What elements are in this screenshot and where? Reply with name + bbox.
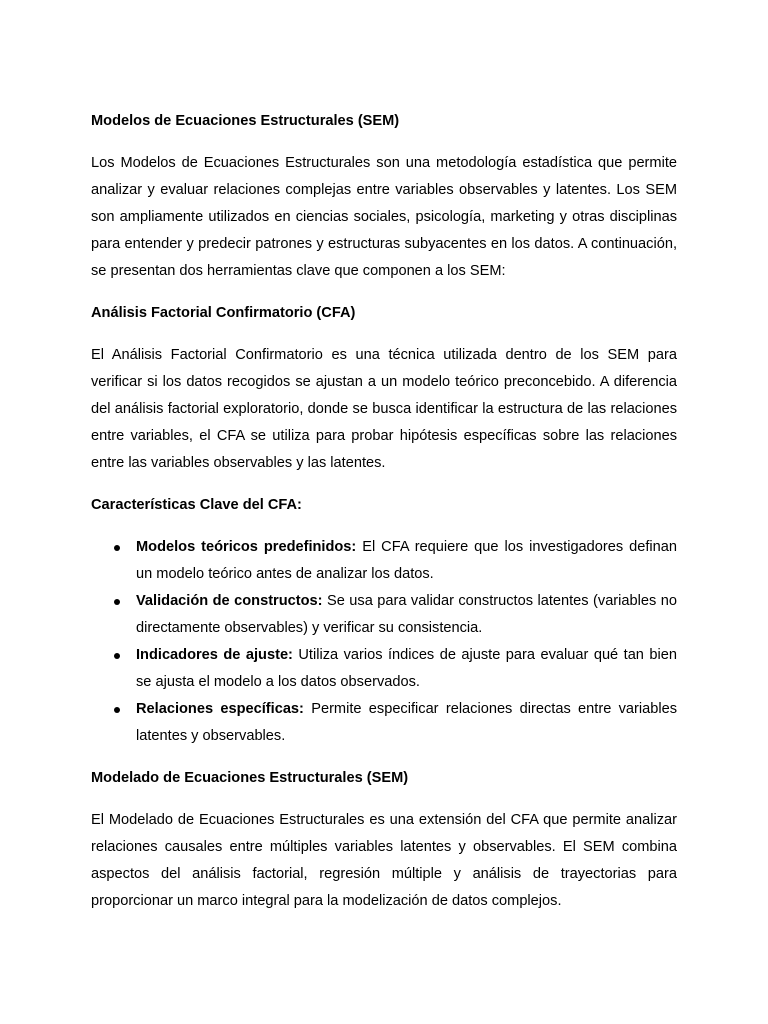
spacer xyxy=(91,750,677,765)
spacer xyxy=(91,792,677,807)
bullet-icon xyxy=(114,707,120,713)
list-item xyxy=(91,696,677,750)
list-item xyxy=(91,534,677,588)
feature-term: Relaciones específicas: xyxy=(136,701,304,717)
spacer xyxy=(91,327,677,342)
bullet-icon xyxy=(114,545,120,551)
bullet-icon xyxy=(114,653,120,659)
feature-term: Modelos teóricos predefinidos: xyxy=(136,539,357,555)
spacer xyxy=(91,477,677,492)
sem-heading: Modelado de Ecuaciones Estructurales (SEM) xyxy=(91,770,409,786)
spacer xyxy=(91,135,677,150)
feature-description: Permite especificar relaciones directas entre variables latentes y observables. xyxy=(136,701,678,744)
feature-description: El CFA requiere que los investigadores definan un modelo teórico antes de analizar los datos. xyxy=(136,539,678,582)
feature-description: Se usa para validar constructos latentes (variables no directamente observables) y verificar su consistencia. xyxy=(136,593,677,636)
sem-paragraph: El Modelado de Ecuaciones Estructurales es una extensión del CFA que permite analizar relaciones causales entre múltiples variables latentes y observables. El SEM combina aspectos del análisis factorial, regresión múltiple y análisis de trayectorias para proporcionar un marco integral para la modelización de datos complejos. xyxy=(91,812,677,909)
features-heading: Características Clave del CFA: xyxy=(91,497,302,513)
bullet-icon xyxy=(114,599,120,605)
spacer xyxy=(91,519,677,534)
features-list xyxy=(91,534,677,750)
list-item xyxy=(91,642,677,696)
spacer xyxy=(91,285,677,300)
list-item xyxy=(91,588,677,642)
feature-term: Indicadores de ajuste: xyxy=(136,647,293,663)
document-title: Modelos de Ecuaciones Estructurales (SEM) xyxy=(91,113,400,129)
cfa-heading: Análisis Factorial Confirmatorio (CFA) xyxy=(91,305,356,321)
intro-paragraph: Los Modelos de Ecuaciones Estructurales son una metodología estadística que permite analizar y evaluar relaciones complejas entre variables observables y latentes. Los SEM son ampliamente utilizados en ciencias sociales, psicología, marketing y otras disciplinas para entender y predecir patrones y estructuras subyacentes en los datos. A continuación, se presentan dos herramientas clave que componen a los SEM: xyxy=(91,155,677,279)
feature-term: Validación de constructos: xyxy=(136,593,323,609)
feature-description: Utiliza varios índices de ajuste para evaluar qué tan bien se ajusta el modelo a los datos observados. xyxy=(136,647,677,690)
cfa-paragraph: El Análisis Factorial Confirmatorio es una técnica utilizada dentro de los SEM para verificar si los datos recogidos se ajustan a un modelo teórico preconcebido. A diferencia del análisis factorial exploratorio, donde se busca identificar la estructura de las relaciones entre variables, el CFA se utiliza para probar hipótesis específicas sobre las relaciones entre las variables observables y las latentes. xyxy=(91,347,677,471)
